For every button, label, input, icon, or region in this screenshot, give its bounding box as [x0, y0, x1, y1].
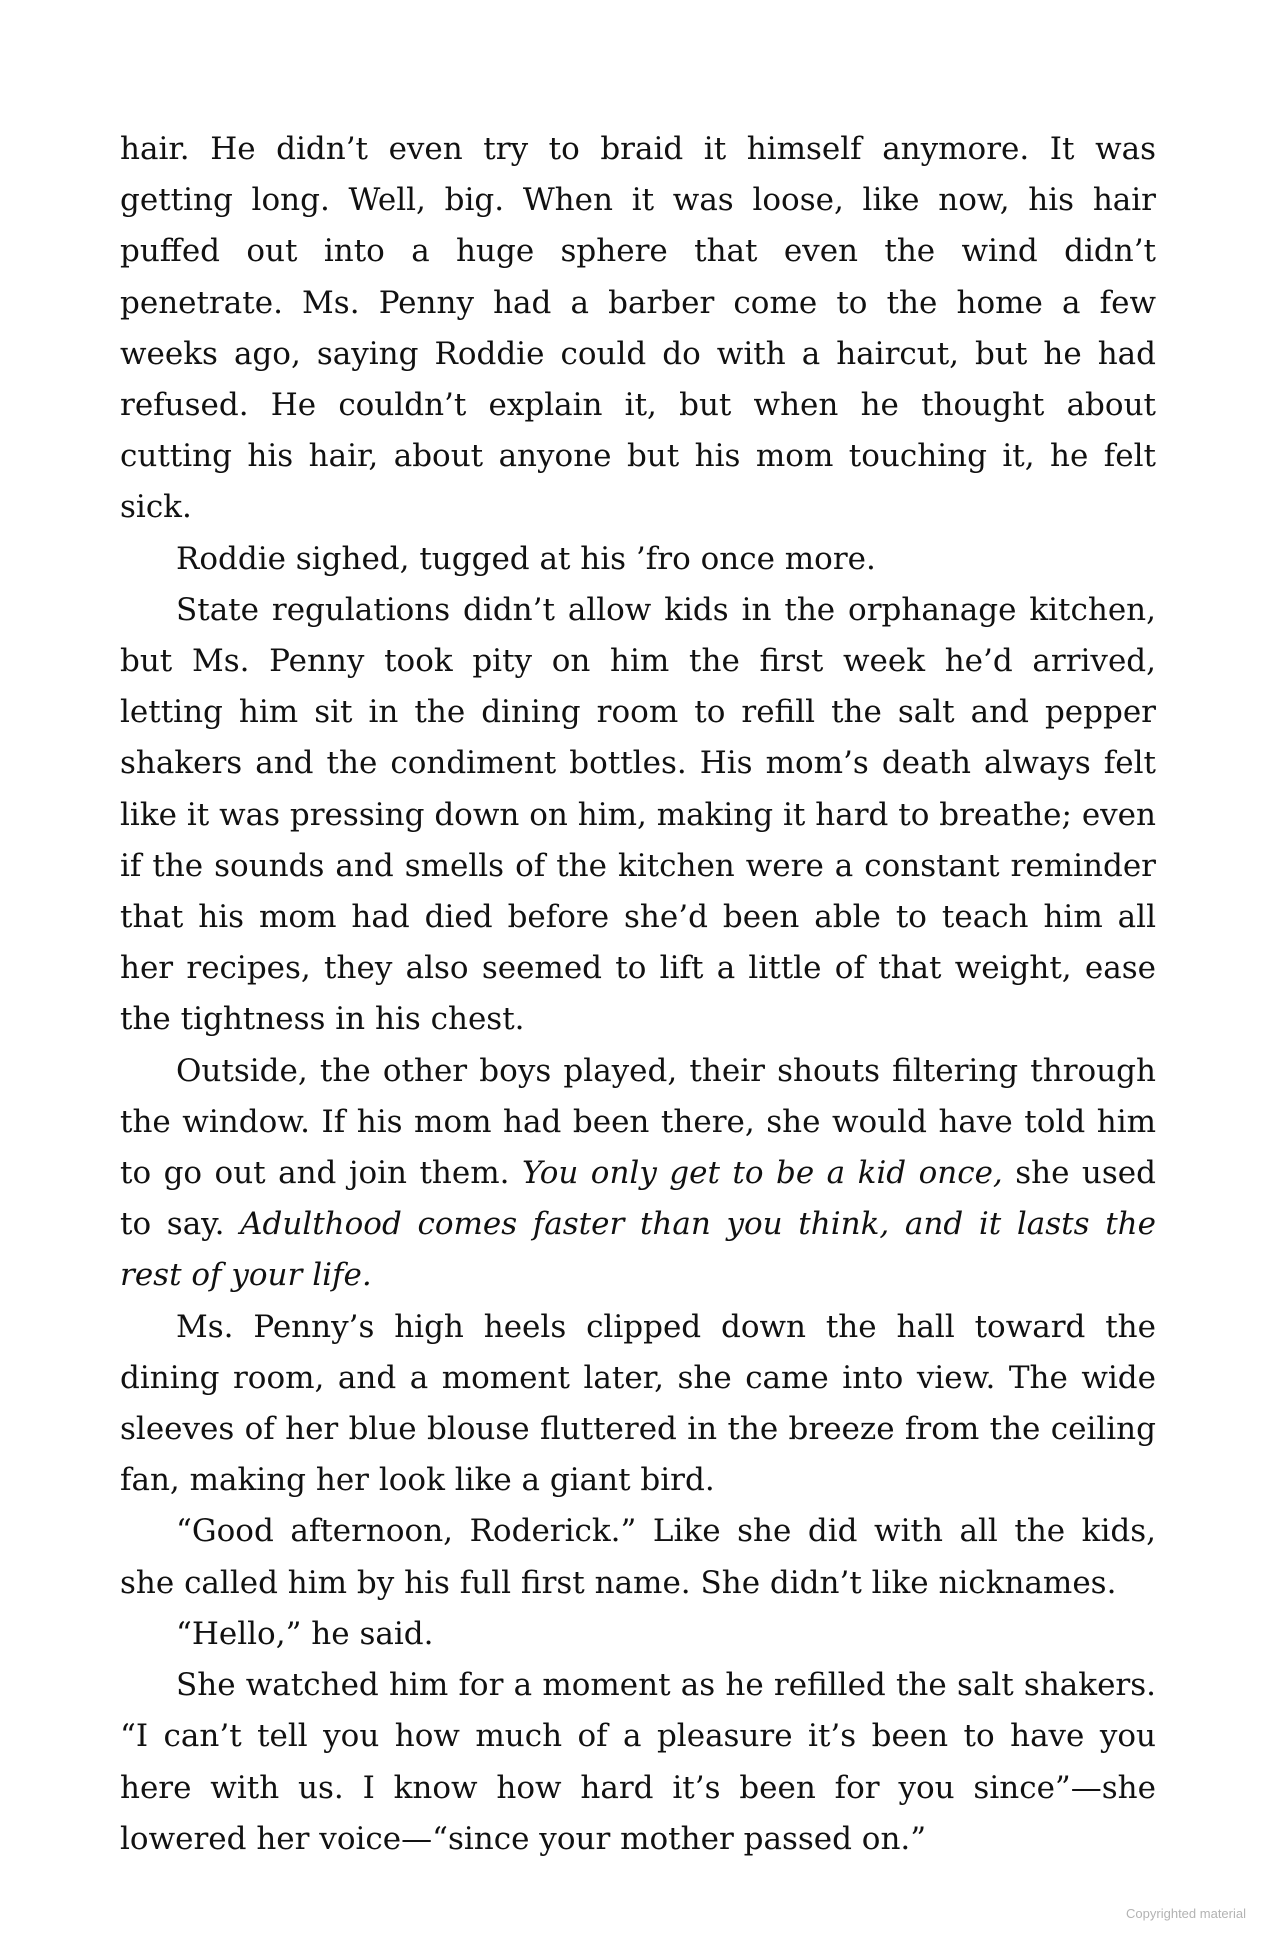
paragraph-8 [120, 1660, 1156, 1865]
paragraph-text: “Hello,” he said. [176, 1615, 434, 1652]
paragraph-2 [120, 534, 1156, 585]
paragraph-text: State regulations didn’t allow kids in the orphanage kitchen, but Ms. Penny took pity on him the first week he’d arrived, letting him sit in the dining room to refill the salt and pepper shakers and the condiment bottles. His mom’s death always felt like it was pressing down on him, making it hard to breathe; even if the sounds and smells of the kitchen were a constant reminder that his mom had died before she’d been able to teach him all her recipes, they also seemed to lift a little of that weight, ease the tightness in his chest. [120, 591, 1156, 1038]
paragraph-text: “Good afternoon, Roderick.” Like she did with all the kids, she called him by his full first name. She didn’t like nicknames. [120, 1513, 1156, 1601]
copyright-watermark: Copyrighted material [1126, 1906, 1246, 1921]
paragraph-6 [120, 1506, 1156, 1608]
paragraph-5 [120, 1302, 1156, 1507]
paragraph-text-continued: she used to say. [120, 1155, 1156, 1243]
paragraph-3 [120, 585, 1156, 1046]
paragraph-italic-quote: You only get to be a kid once, [521, 1155, 1003, 1192]
paragraph-text: Ms. Penny’s high heels clipped down the hall toward the dining room, and a moment later, she came into view. The wide sleeves of her blue blouse fluttered in the breeze from the ceiling fan, making her look like a giant bird. [120, 1308, 1156, 1499]
book-page [120, 124, 1156, 1865]
paragraph-4 [120, 1046, 1156, 1302]
paragraph-7 [120, 1609, 1156, 1660]
paragraph-italic-quote-2: Adulthood comes faster than you think, and it lasts the rest of your life. [120, 1206, 1156, 1294]
paragraph-1 [120, 124, 1156, 534]
paragraph-text: She watched him for a moment as he refilled the salt shakers. “I can’t tell you how much of a pleasure it’s been to have you here with us. I know how hard it’s been for you since”—she lowered her voice—“since your mother passed on.” [120, 1667, 1156, 1857]
paragraph-text: Outside, the other boys played, their shouts filtering through the window. If his mom had been there, she would have told him to go out and join them. [120, 1052, 1156, 1192]
paragraph-text: hair. He didn’t even try to braid it himself anymore. It was getting long. Well, big. When it was loose, like now, his hair puffed out into a huge sphere that even the wind didn’t penetrate. Ms. Penny had a barber come to the home a few weeks ago, saying Roddie could do with a haircut, but he had refused. He couldn’t explain it, but when he thought about cutting his hair, about anyone but his mom touching it, he felt sick. [120, 131, 1156, 526]
paragraph-text: Roddie sighed, tugged at his ’fro once more. [176, 540, 876, 577]
